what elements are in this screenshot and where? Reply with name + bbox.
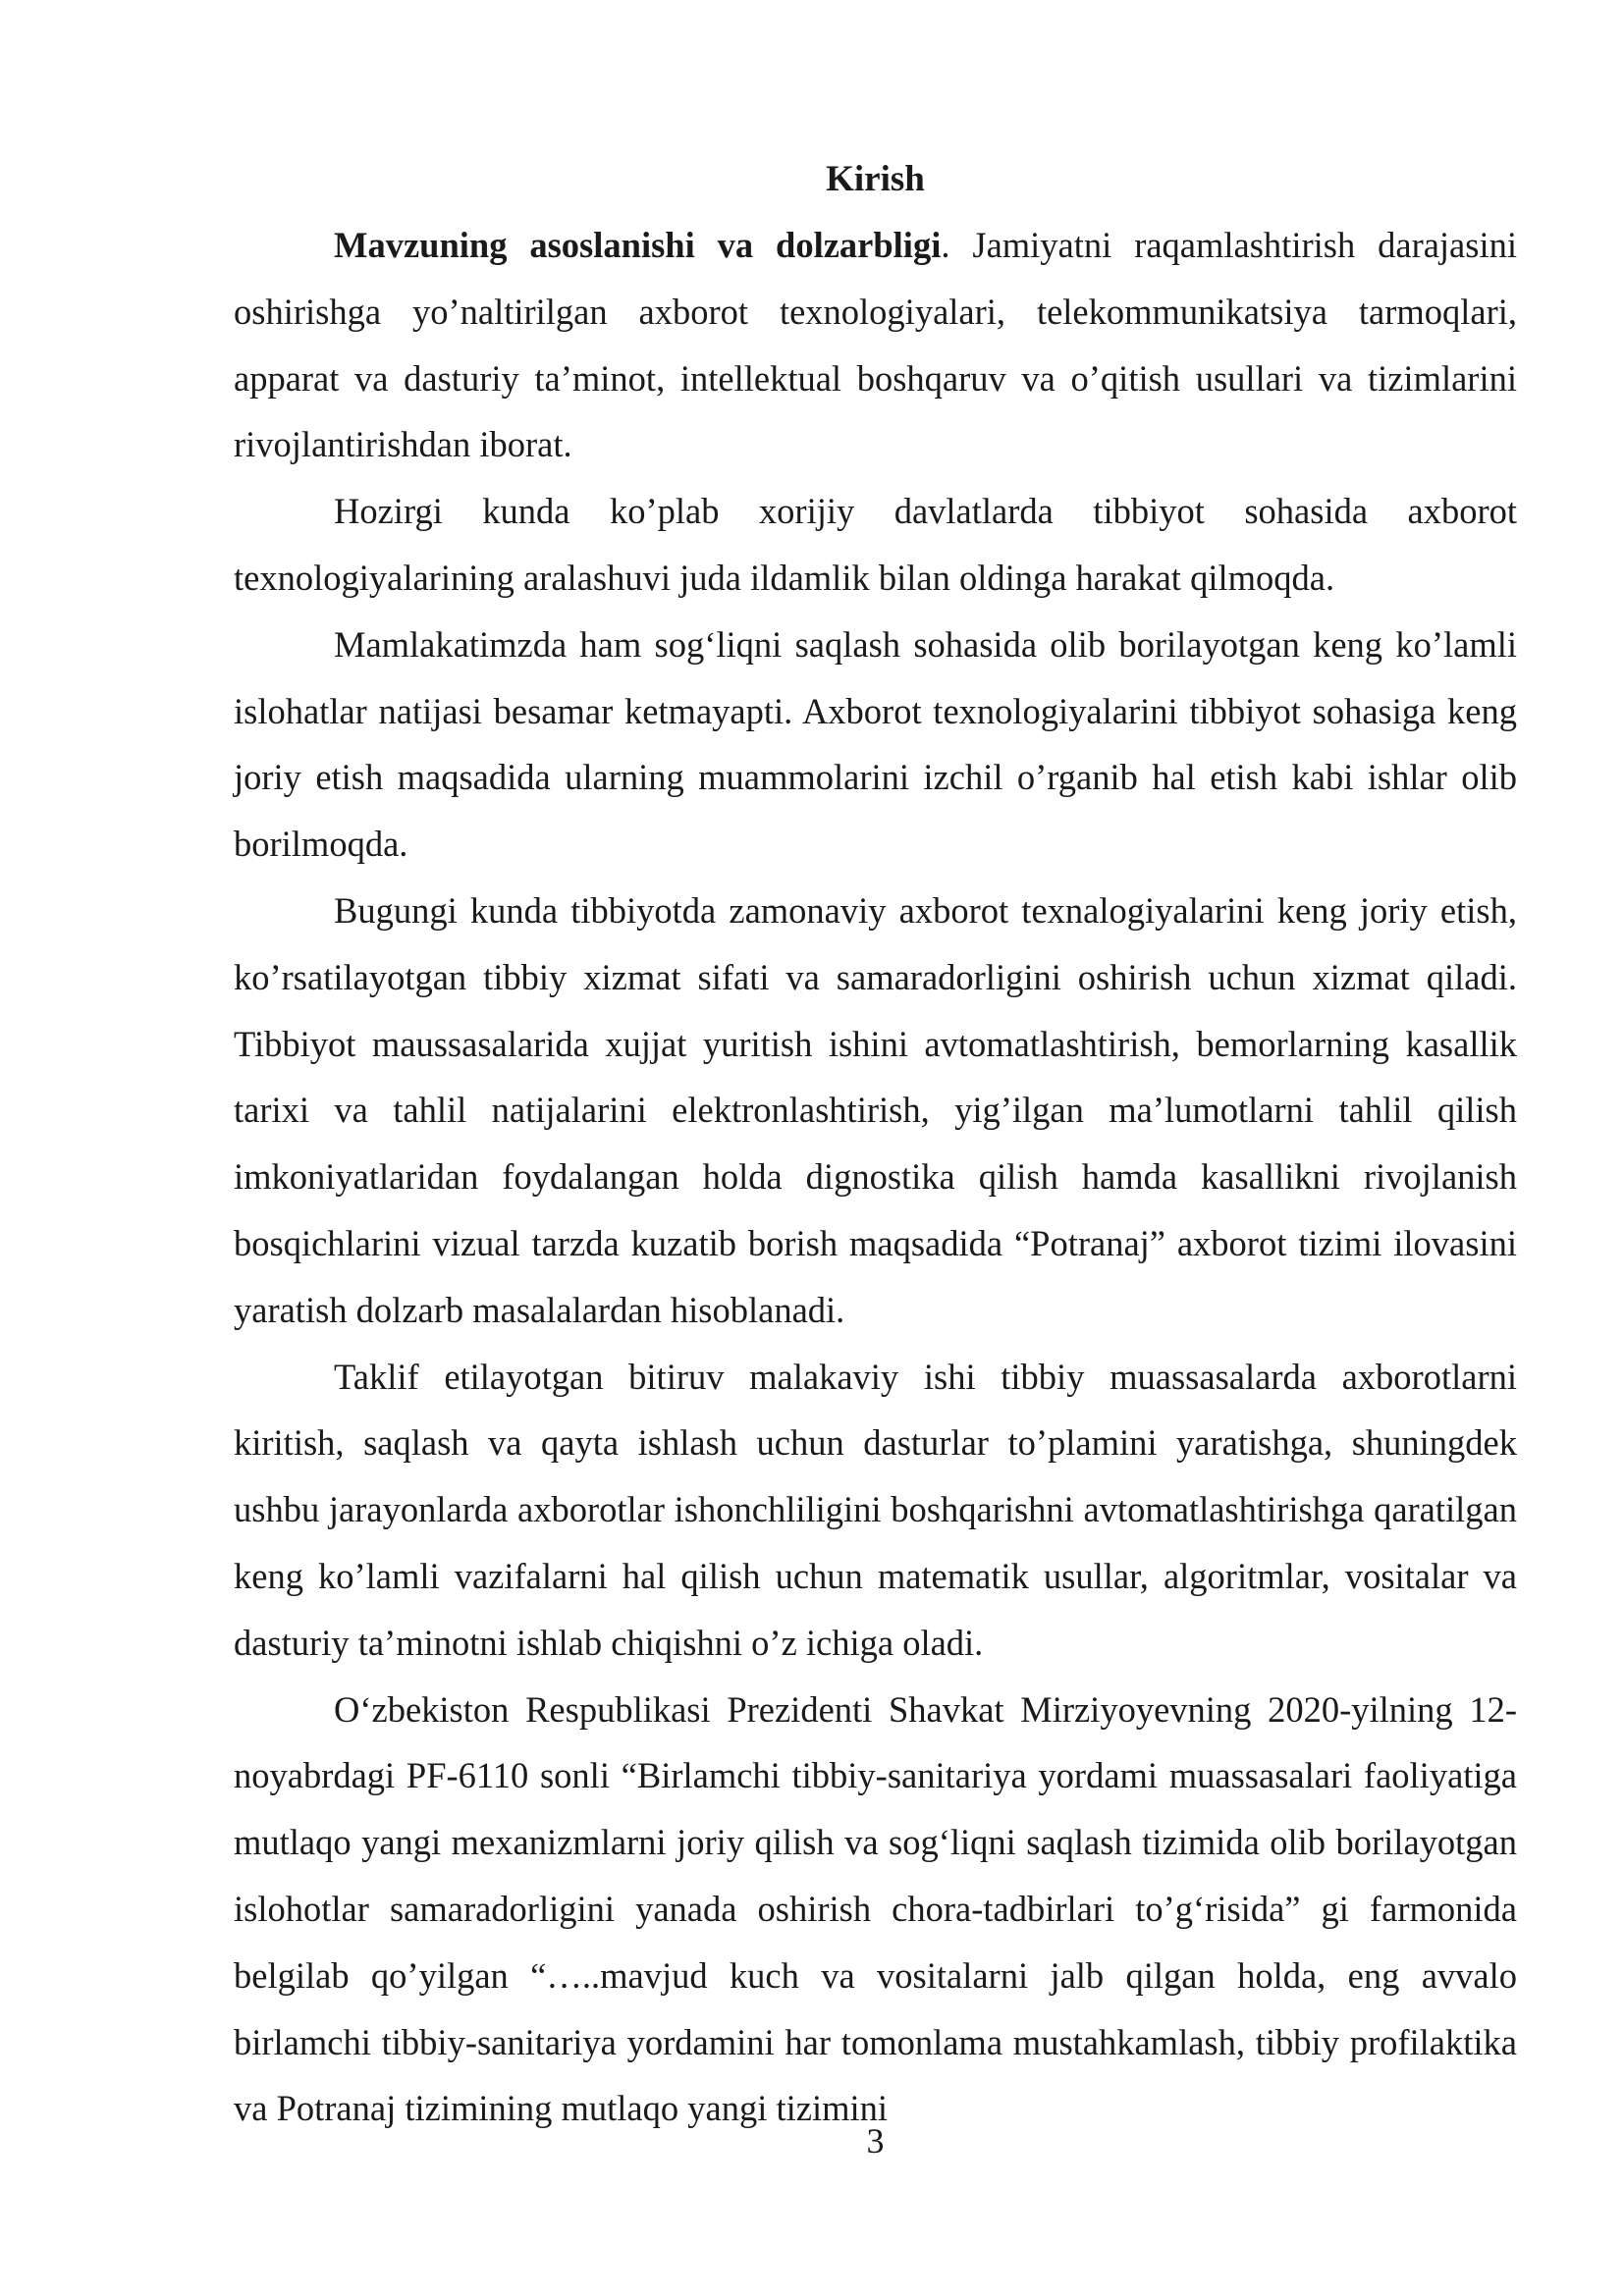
- paragraph-presidential-decree: [234, 1677, 1517, 2143]
- paragraph-text: Taklif etilayotgan bitiruv malakaviy ishi tibbiy muassasalarda axborotlarni kiritish, saqlash va qayta ishlash uchun dasturlar to’plamini yaratishga, shuningdek ushbu jarayonlarda axborotlar ishonchliligini boshqarishni avtomatlashtirishga qaratilgan keng ko’lamli vazifalarni hal qilish uchun matematik usullar, algoritmlar, vositalar va dasturiy ta’minotni ishlab chiqishni o’z ichiga oladi.: [234, 1356, 1517, 1663]
- paragraph-foreign-countries: [234, 478, 1517, 612]
- paragraph-text: Bugungi kunda tibbiyotda zamonaviy axborot texnalogiyalarini keng joriy etish, ko’rsatilayotgan tibbiy xizmat sifati va samaradorligini oshirish uchun xizmat qiladi. Tibbiyot maussasalarida xujjat yuritish ishini avtomatlashtirish, bemorlarning kasallik tarixi va tahlil natijalarini elektronlashtirish, yig’ilgan ma’lumotlarni tahlil qilish imkoniyatlaridan foydalangan holda dignostika qilish hamda kasallikni rivojlanish bosqichlarini vizual tarzda kuzatib borish maqsadida “Potranaj” axborot tizimi ilovasini yaratish dolzarb masalalardan hisoblanadi.: [234, 889, 1517, 1330]
- body-text: [234, 212, 1517, 2142]
- paragraph-proposed-work: [234, 1344, 1517, 1677]
- paragraph-text: Hozirgi kunda ko’plab xorijiy davlatlarda tibbiyot sohasida axborot texnologiyalarining aralashuvi juda ildamlik bilan oldinga harakat qilmoqda.: [234, 491, 1517, 598]
- section-heading: Kirish: [826, 159, 925, 199]
- paragraph-text: Mamlakatimzda ham sog‘liqni saqlash sohasida olib borilayotgan keng ko’lamli islohatlar natijasi besamar ketmayapti. Axborot texnologiyalarini tibbiyot sohasiga keng joriy etish maqsadida ularning muammolarini izchil o’rganib hal etish kabi ishlar olib borilmoqda.: [234, 623, 1517, 865]
- paragraph-modern-technologies: [234, 878, 1517, 1344]
- paragraph-reforms: [234, 612, 1517, 878]
- paragraph-relevance: [234, 212, 1517, 478]
- page-number: 3: [866, 2121, 885, 2161]
- paragraph-text: . Jamiyatni raqamlashtirish darajasini oshirishga yo’naltirilgan axborot texnologiyalari, telekommunikatsiya tarmoqlari, apparat va dasturiy ta’minot, intellektual boshqaruv va o’qitish usullari va tizimlarini rivojlantirishdan iborat.: [234, 225, 1517, 465]
- paragraph-lead: Mavzuning asoslanishi va dolzarbligi: [334, 225, 942, 265]
- paragraph-text: O‘zbekiston Respublikasi Prezidenti Shavkat Mirziyoyevning 2020-yilning 12-noyabrdagi PF-6110 sonli “Birlamchi tibbiy-sanitariya yordami muassasalari faoliyatiga mutlaqo yangi mexanizmlarni joriy qilish va sog‘liqni saqlash tizimida olib borilayotgan islohotlar samaradorligini yanada oshirish chora-tadbirlari to’g‘risida” gi farmonida belgilab qo’yilgan “…..mavjud kuch va vositalarni jalb qilgan holda, eng avvalo birlamchi tibbiy-sanitariya yordamini har tomonlama mustahkamlash, tibbiy profilaktika va Potranaj tizimining mutlaqo yangi tizimini: [234, 1688, 1517, 2129]
